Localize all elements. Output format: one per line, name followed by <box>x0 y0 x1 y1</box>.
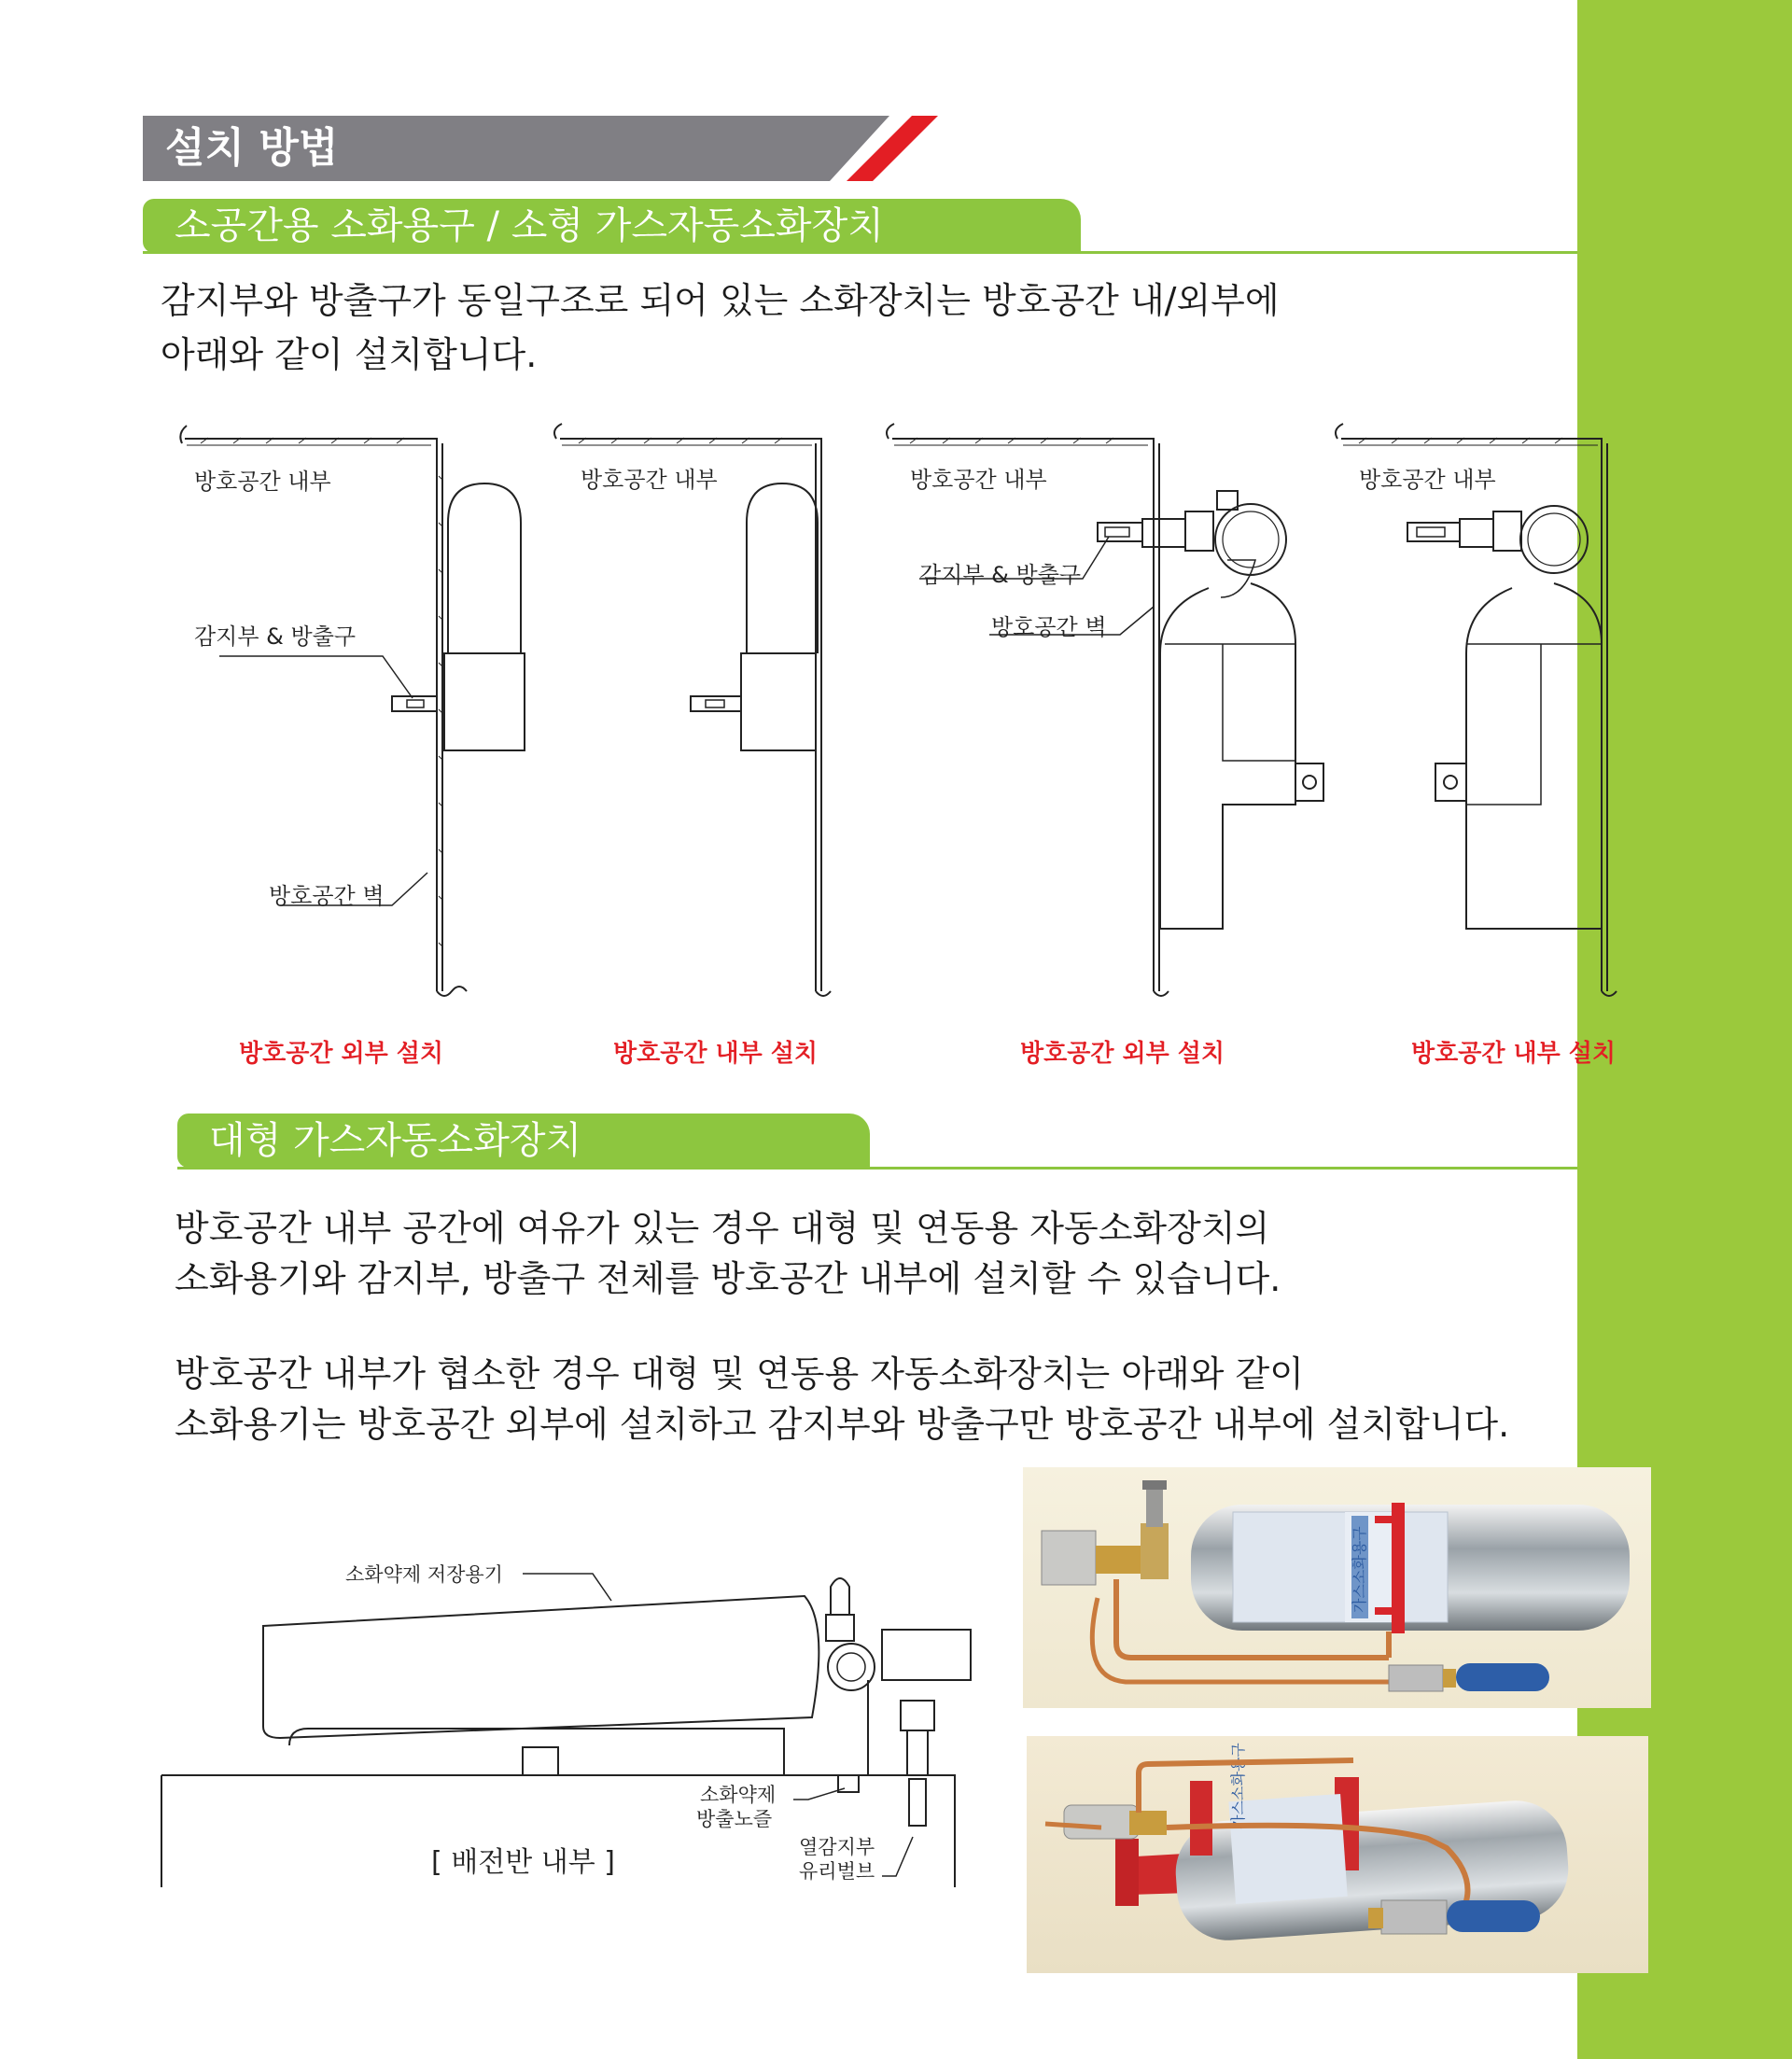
panel-bulb-label-line-2: 유리벌브 <box>799 1860 875 1883</box>
section2-para2-line-2: 소화용기는 방호공간 외부에 설치하고 감지부와 방출구만 방호공간 내부에 설치합니다. <box>175 1404 1510 1445</box>
section2-underline <box>177 1167 1577 1170</box>
diagram-3-caption: 방호공간 외부 설치 <box>1020 1040 1225 1068</box>
diagram-1-wall-label: 방호공간 벽 <box>269 883 385 909</box>
diagram-4-drawing <box>1336 424 1617 996</box>
product-photo-2-art <box>1027 1736 1648 1973</box>
diagram-1-caption: 방호공간 외부 설치 <box>239 1040 444 1068</box>
diagram-4-caption: 방호공간 내부 설치 <box>1411 1040 1617 1068</box>
diagram-1-inside-label: 방호공간 내부 <box>194 469 331 495</box>
panel-interior-label: [ 배전반 내부 ] <box>431 1846 615 1879</box>
diagram-3-nozzle-label: 감지부 & 방출구 <box>919 562 1082 588</box>
panel-tank-label: 소화약제 저장용기 <box>345 1563 503 1586</box>
section2-para2-line-1: 방호공간 내부가 협소한 경우 대형 및 연동용 자동소화장치는 아래와 같이 <box>175 1353 1304 1394</box>
panel-nozzle-label-line-1: 소화약제 <box>700 1784 777 1806</box>
section1-paragraph-line-1: 감지부와 방출구가 동일구조로 되어 있는 소화장치는 방호공간 내/외부에 <box>161 280 1280 321</box>
section2-tab <box>177 1114 870 1168</box>
diagram-3-drawing <box>887 424 1323 996</box>
page-title: 설치 방법 <box>165 124 339 172</box>
panel-bulb-label-line-1: 열감지부 <box>799 1836 875 1858</box>
product-photo-2 <box>1027 1736 1648 1973</box>
diagram-1-drawing <box>180 426 525 996</box>
product-photo-1-art <box>1023 1467 1651 1708</box>
photo-1-label-text: 가스소화용구 <box>1351 1526 1368 1613</box>
diagram-3-wall-label: 방호공간 벽 <box>991 614 1107 640</box>
photo-2-label-text: 가스소화용구 <box>1229 1743 1247 1829</box>
section1-tab-label: 소공간용 소화용구 / 소형 가스자동소화장치 <box>175 204 884 247</box>
section2-tab-label: 대형 가스자동소화장치 <box>209 1119 582 1162</box>
diagram-2-inside-label: 방호공간 내부 <box>581 467 718 493</box>
product-photo-1 <box>1023 1467 1651 1708</box>
diagram-4-inside-label: 방호공간 내부 <box>1359 467 1496 493</box>
section2-para1-line-1: 방호공간 내부 공간에 여유가 있는 경우 대형 및 연동용 자동소화장치의 <box>175 1208 1270 1249</box>
section1-paragraph-line-2: 아래와 같이 설치합니다. <box>161 334 538 375</box>
diagram-2-drawing <box>554 424 831 996</box>
section2-para1-line-2: 소화용기와 감지부, 방출구 전체를 방호공간 내부에 설치할 수 있습니다. <box>175 1258 1281 1299</box>
diagram-1-nozzle-label: 감지부 & 방출구 <box>194 623 357 650</box>
panel-nozzle-label-line-2: 방출노즐 <box>696 1808 773 1830</box>
diagram-3-inside-label: 방호공간 내부 <box>910 467 1047 493</box>
diagram-2-caption: 방호공간 내부 설치 <box>613 1040 819 1068</box>
